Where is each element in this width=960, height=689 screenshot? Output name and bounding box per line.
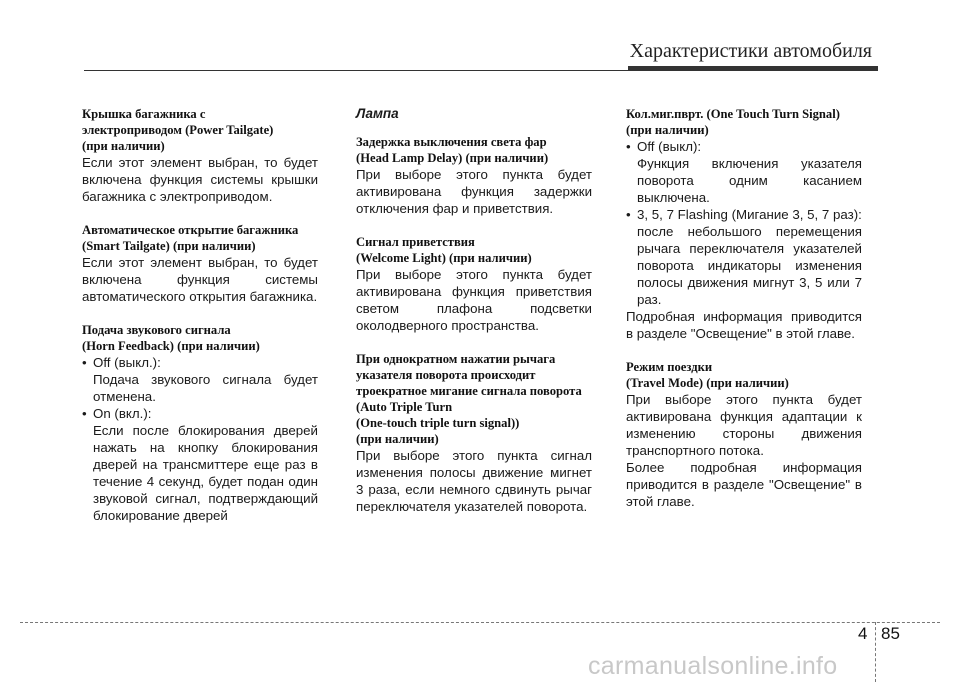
footer-divider [875, 622, 876, 682]
paragraph: Подробная информация приводится в разделе "Освещение" в этой главе. [626, 309, 862, 341]
header-rule [84, 70, 634, 71]
list-item: • Off (выкл): [626, 139, 702, 154]
column-right [626, 106, 862, 510]
list-item: • Off (выкл.): [82, 355, 161, 370]
list-item: • 3, 5, 7 Flashing (Мигание 3, 5, 7 раз): [626, 207, 862, 222]
list-item-text: после небольшого перемещения рычага переключателя указателей поворота индикаторы изменения полосы движения мигнут 3, 5 или 7 раз. [637, 224, 862, 307]
list-item-text: Функция включения указателя поворота одним касанием выключена. [637, 156, 862, 205]
section-title: Характеристики автомобиля [629, 40, 872, 62]
subsection-title: Лампа [356, 106, 399, 121]
column-middle [356, 106, 592, 515]
section-heading-horn-feedback: Подача звукового сигнала (Horn Feedback) (при наличии) [82, 323, 260, 353]
section-heading-power-tailgate: Крышка багажника с электроприводом (Power Tailgate) (при наличии) [82, 107, 274, 153]
paragraph: Более подробная информация приводится в разделе "Освещение" в этой главе. [626, 460, 862, 509]
header-rule-bold [628, 66, 878, 71]
paragraph: При выборе этого пункта будет активирована функция адаптации к изменению стороны движения транспортного потока. [626, 392, 862, 458]
list-item-text: Если после блокирования дверей нажать на кнопку блокирования дверей на трансмиттере еще раз в течение 4 секунд, будет подан один звуковой сигнал, подтверждающий блокирование дверей [93, 423, 318, 523]
paragraph: При выборе этого пункта будет активирована функция приветствия светом плафона подсветки околодверного пространства. [356, 267, 592, 333]
chapter-number: 4 [858, 624, 868, 643]
paragraph: Если этот элемент выбран, то будет включена функция системы автоматического открытия багажника. [82, 255, 318, 304]
paragraph: Если этот элемент выбран, то будет включена функция системы крышки багажника с электроприводом. [82, 155, 318, 204]
paragraph: При выборе этого пункта сигнал изменения полосы движение мигнет 3 раза, если немного сдвинуть рычаг переключателя указателей поворота. [356, 448, 592, 514]
footer-rule [20, 622, 940, 623]
section-heading-smart-tailgate: Автоматическое открытие багажника (Smart Tailgate) (при наличии) [82, 223, 299, 253]
section-heading-welcome-light: Сигнал приветствия (Welcome Light) (при наличии) [356, 235, 532, 265]
section-heading-head-lamp-delay: Задержка выключения света фар (Head Lamp Delay) (при наличии) [356, 135, 549, 165]
section-heading-travel-mode: Режим поездки (Travel Mode) (при наличии) [626, 360, 789, 390]
column-left [82, 106, 318, 524]
page-number: 85 [881, 624, 900, 643]
paragraph: При выборе этого пункта будет активирована функция задержки отключения фар и приветствия. [356, 167, 592, 216]
section-heading-auto-triple-turn: При однократном нажатии рычага указателя поворота происходит троекратное мигание сигнала поворота (Auto Triple Turn (One-touch triple turn signal)) (при наличии) [356, 352, 582, 446]
section-heading-one-touch-turn: Кол.миг.пврт. (One Touch Turn Signal) (при наличии) [626, 107, 840, 137]
list-item: • On (вкл.): [82, 406, 152, 421]
watermark: carmanualsonline.info [588, 652, 838, 680]
list-item-text: Подача звукового сигнала будет отменена. [93, 372, 318, 404]
